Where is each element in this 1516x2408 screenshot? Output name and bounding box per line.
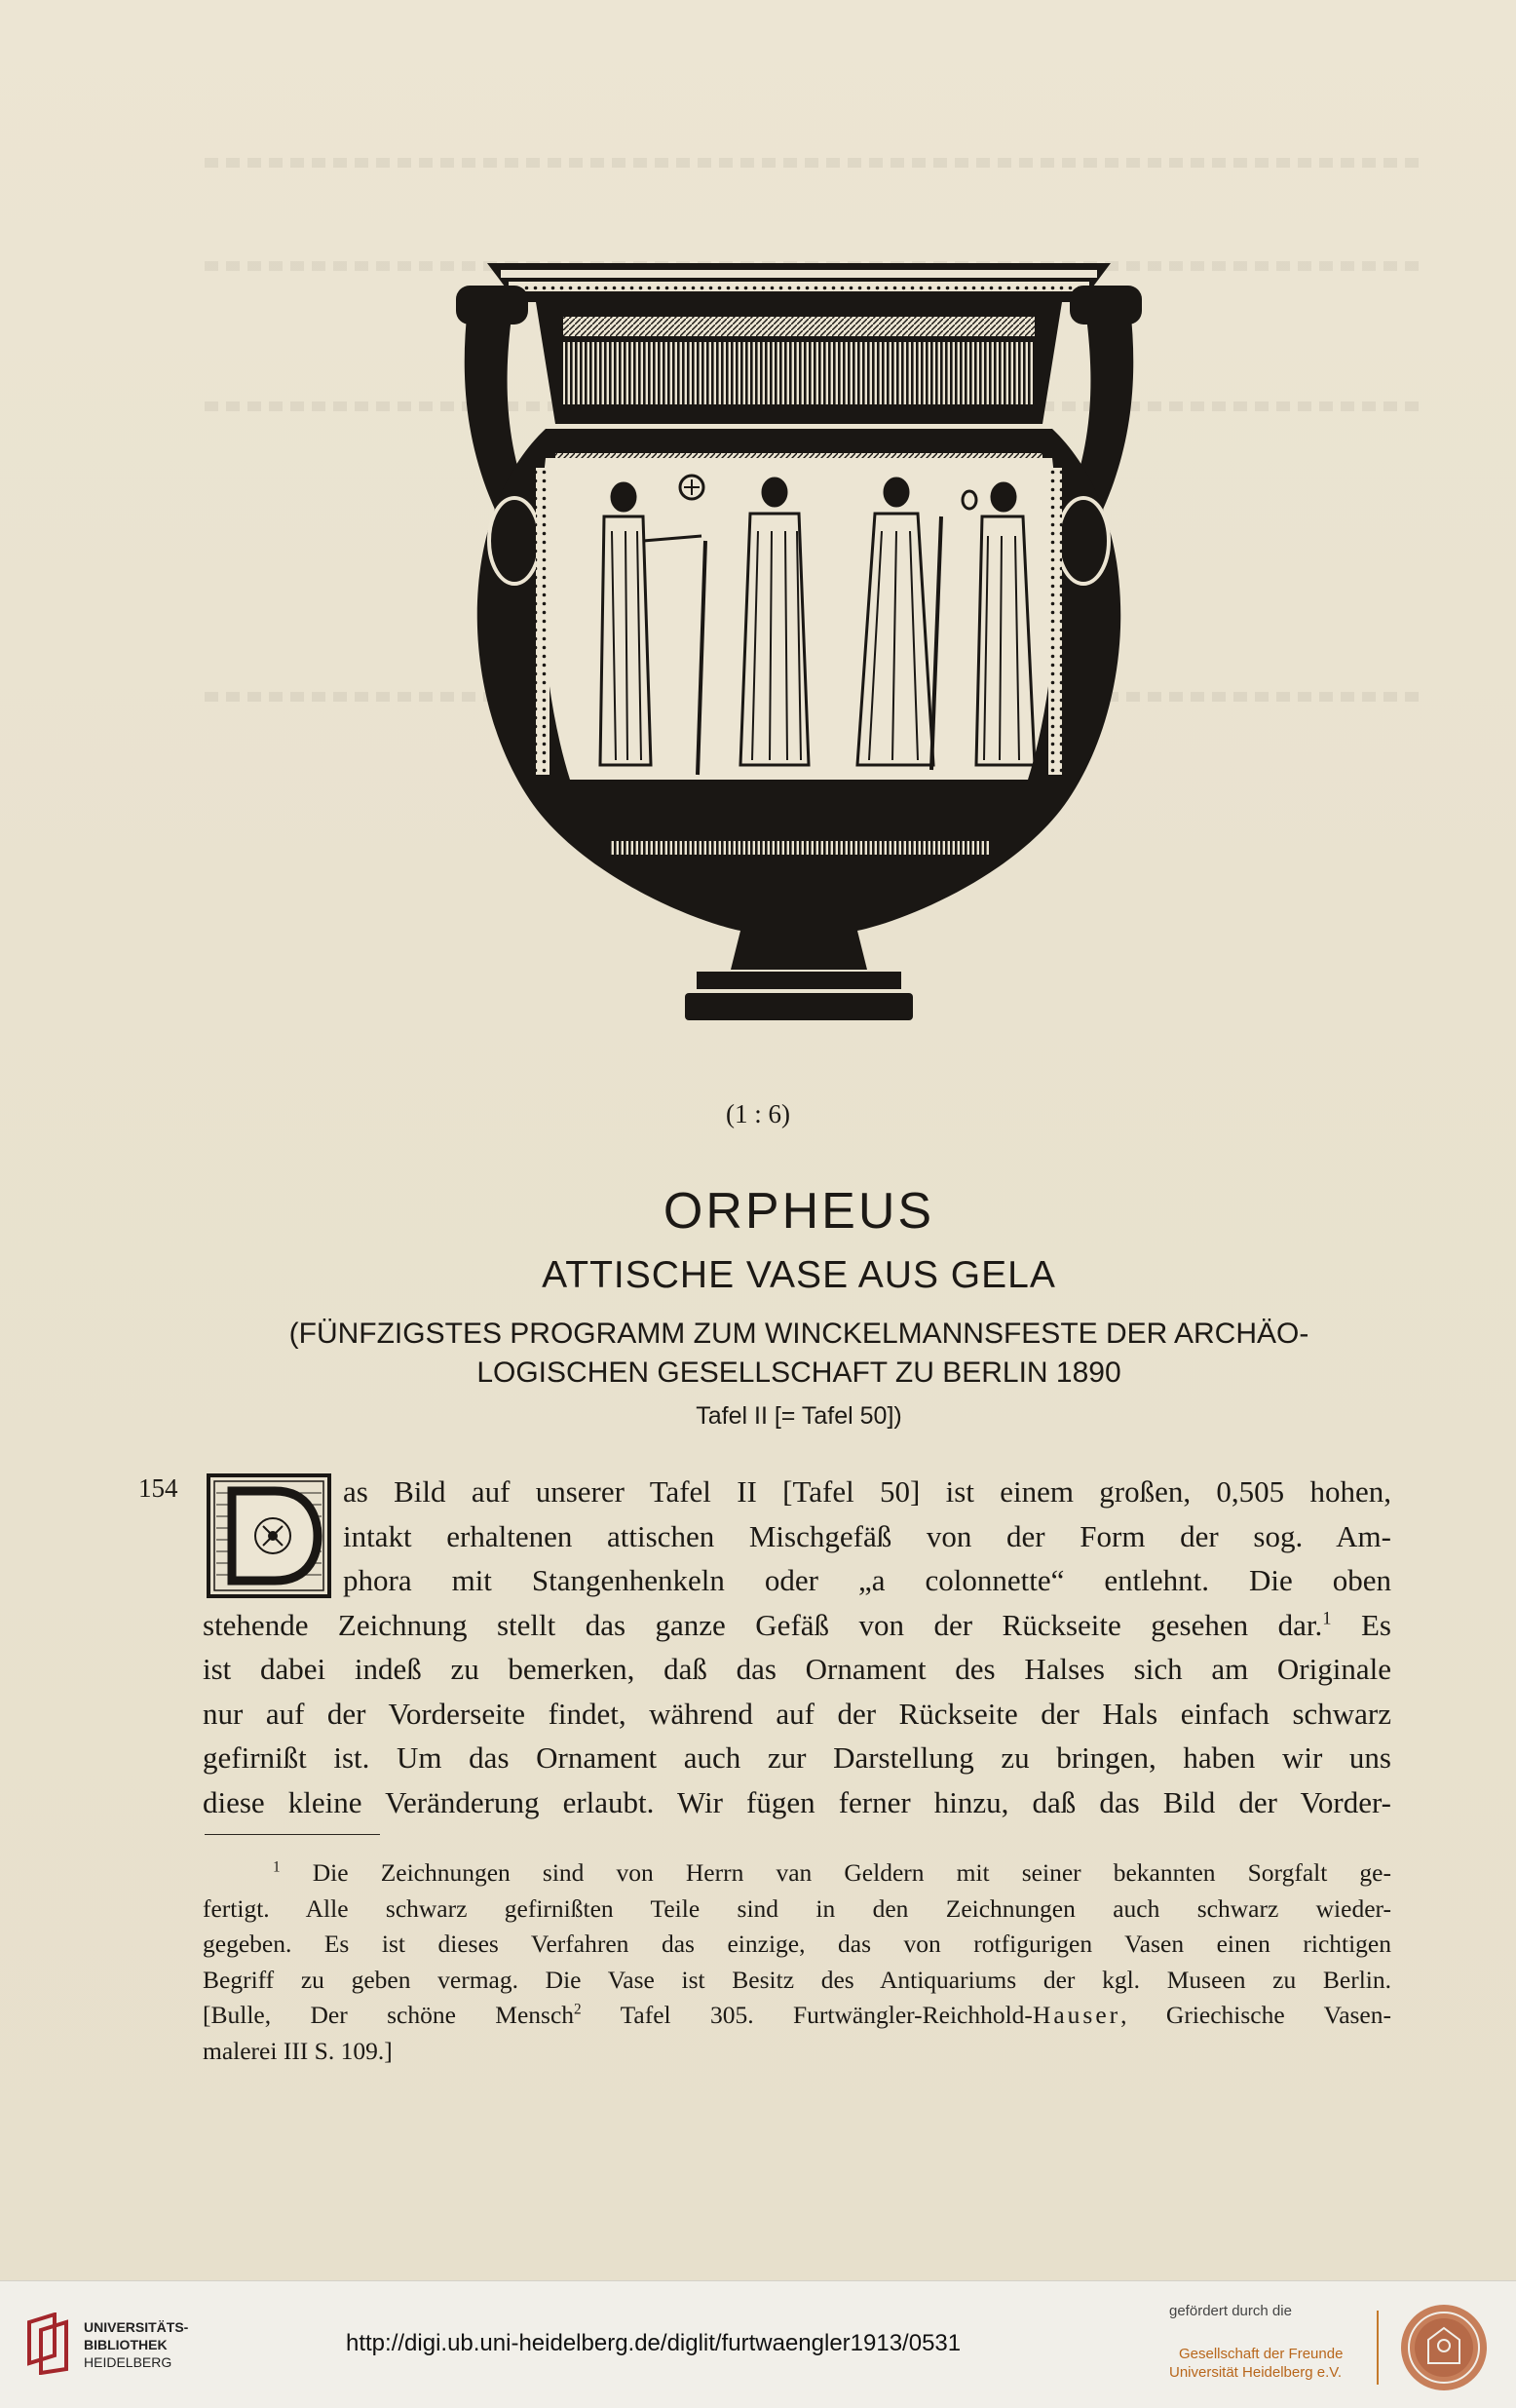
library-logo-icon[interactable]: [25, 2312, 70, 2375]
digitization-footer: [0, 2280, 1516, 2408]
edition-superscript: 2: [574, 2001, 582, 2018]
body-line: [203, 1603, 1391, 1648]
program-note: [0, 1315, 1516, 1393]
footnote: [203, 1855, 1391, 2069]
page-subtitle: ATTISCHE VASE AUS GELA: [542, 1254, 1056, 1296]
bleed-through: [205, 158, 1422, 168]
body-line: gefirnißt ist. Um das Ornament auch zur Darstellung zu bringen, haben wir uns: [203, 1740, 1391, 1775]
library-name-line: HEIDELBERG: [84, 2354, 172, 2370]
vase-drawing: [399, 248, 1198, 1087]
page-title: ORPHEUS: [663, 1183, 935, 1240]
library-name-line: BIBLIOTHEK: [84, 2337, 168, 2352]
program-line-2: LOGISCHEN GESELLSCHAFT ZU BERLIN 1890: [476, 1357, 1121, 1389]
footnote-line-text: Tafel 305. Furtwängler-Reichhold-: [581, 2001, 1033, 2029]
plate-reference: Tafel II [= Tafel 50]): [696, 1402, 902, 1430]
sponsor-name-line[interactable]: Gesellschaft der Freunde: [1179, 2346, 1344, 2362]
footnote-divider: [205, 1834, 380, 1835]
footnote-line: [203, 1855, 1391, 1892]
footnote-line-text: Die Zeichnungen sind von Herrn van Geldern mit seiner bekannten Sorgfalt ge-: [312, 1858, 1391, 1887]
footer-divider: [1377, 2311, 1379, 2385]
vase-illustration: [399, 248, 1198, 1087]
margin-page-number: 154: [138, 1473, 178, 1503]
figure-scale-label: (1 : 6): [726, 1099, 790, 1128]
body-line: diese kleine Veränderung erlaubt. Wir fügen ferner hinzu, daß das Bild der Vorder-: [203, 1784, 1391, 1819]
program-line-1: (FÜNFZIGSTES PROGRAMM ZUM WINCKELMANNSFESTE DER ARCHÄO-: [288, 1318, 1309, 1350]
footnote-reference: 1: [1322, 1608, 1332, 1629]
footnote-line-text: , Griechische Vasen-: [1120, 2001, 1391, 2029]
body-line-text: Es: [1361, 1607, 1391, 1642]
body-line: as Bild auf unserer Tafel II [Tafel 50] ist einem großen, 0,505 hohen,: [343, 1474, 1391, 1509]
footnote-line-text: [Bulle, Der schöne Mensch: [203, 2001, 575, 2029]
university-seal-icon[interactable]: [1399, 2303, 1489, 2392]
body-paragraph: [203, 1470, 1391, 1824]
sponsor-caption: gefördert durch die: [1169, 2303, 1292, 2319]
footnote-line: malerei III S. 109.]: [203, 2036, 393, 2065]
body-line-text: stehende Zeichnung stellt das ganze Gefäß von der Rückseite gesehen dar.: [203, 1607, 1323, 1642]
body-line: intakt erhaltenen attischen Mischgefäß von der Form der sog. Am-: [343, 1518, 1391, 1553]
body-line: phora mit Stangenhenkeln oder „a colonnette“ entlehnt. Die oben: [343, 1563, 1391, 1597]
footnote-line: fertigt. Alle schwarz gefirnißten Teile sind in den Zeichnungen auch schwarz wieder-: [203, 1893, 1391, 1923]
body-line: ist dabei indeß zu bemerken, daß das Ornament des Halses sich am Originale: [203, 1652, 1391, 1686]
library-name: [84, 2318, 188, 2371]
footnote-line: gegeben. Es ist dieses Verfahren das einzige, das von rotfigurigen Vasen einen richtigen: [203, 1930, 1391, 1958]
sponsor-name-line[interactable]: Universität Heidelberg e.V.: [1169, 2364, 1343, 2381]
library-name-line: UNIVERSITÄTS-: [84, 2319, 189, 2335]
footnote-line: Begriff zu geben vermag. Die Vase ist Besitz des Antiquariums der kgl. Museen zu Berlin.: [203, 1965, 1391, 1994]
footnote-line: [203, 1998, 1391, 2034]
footnote-author-spaced: Hauser: [1032, 2001, 1121, 2029]
footnote-mark: 1: [273, 1858, 281, 1876]
permalink-url[interactable]: http://digi.ub.uni-heidelberg.de/diglit/furtwaengler1913/0531: [346, 2330, 962, 2356]
body-line: nur auf der Vorderseite findet, während auf der Rückseite der Hals einfach schwarz: [203, 1696, 1391, 1731]
